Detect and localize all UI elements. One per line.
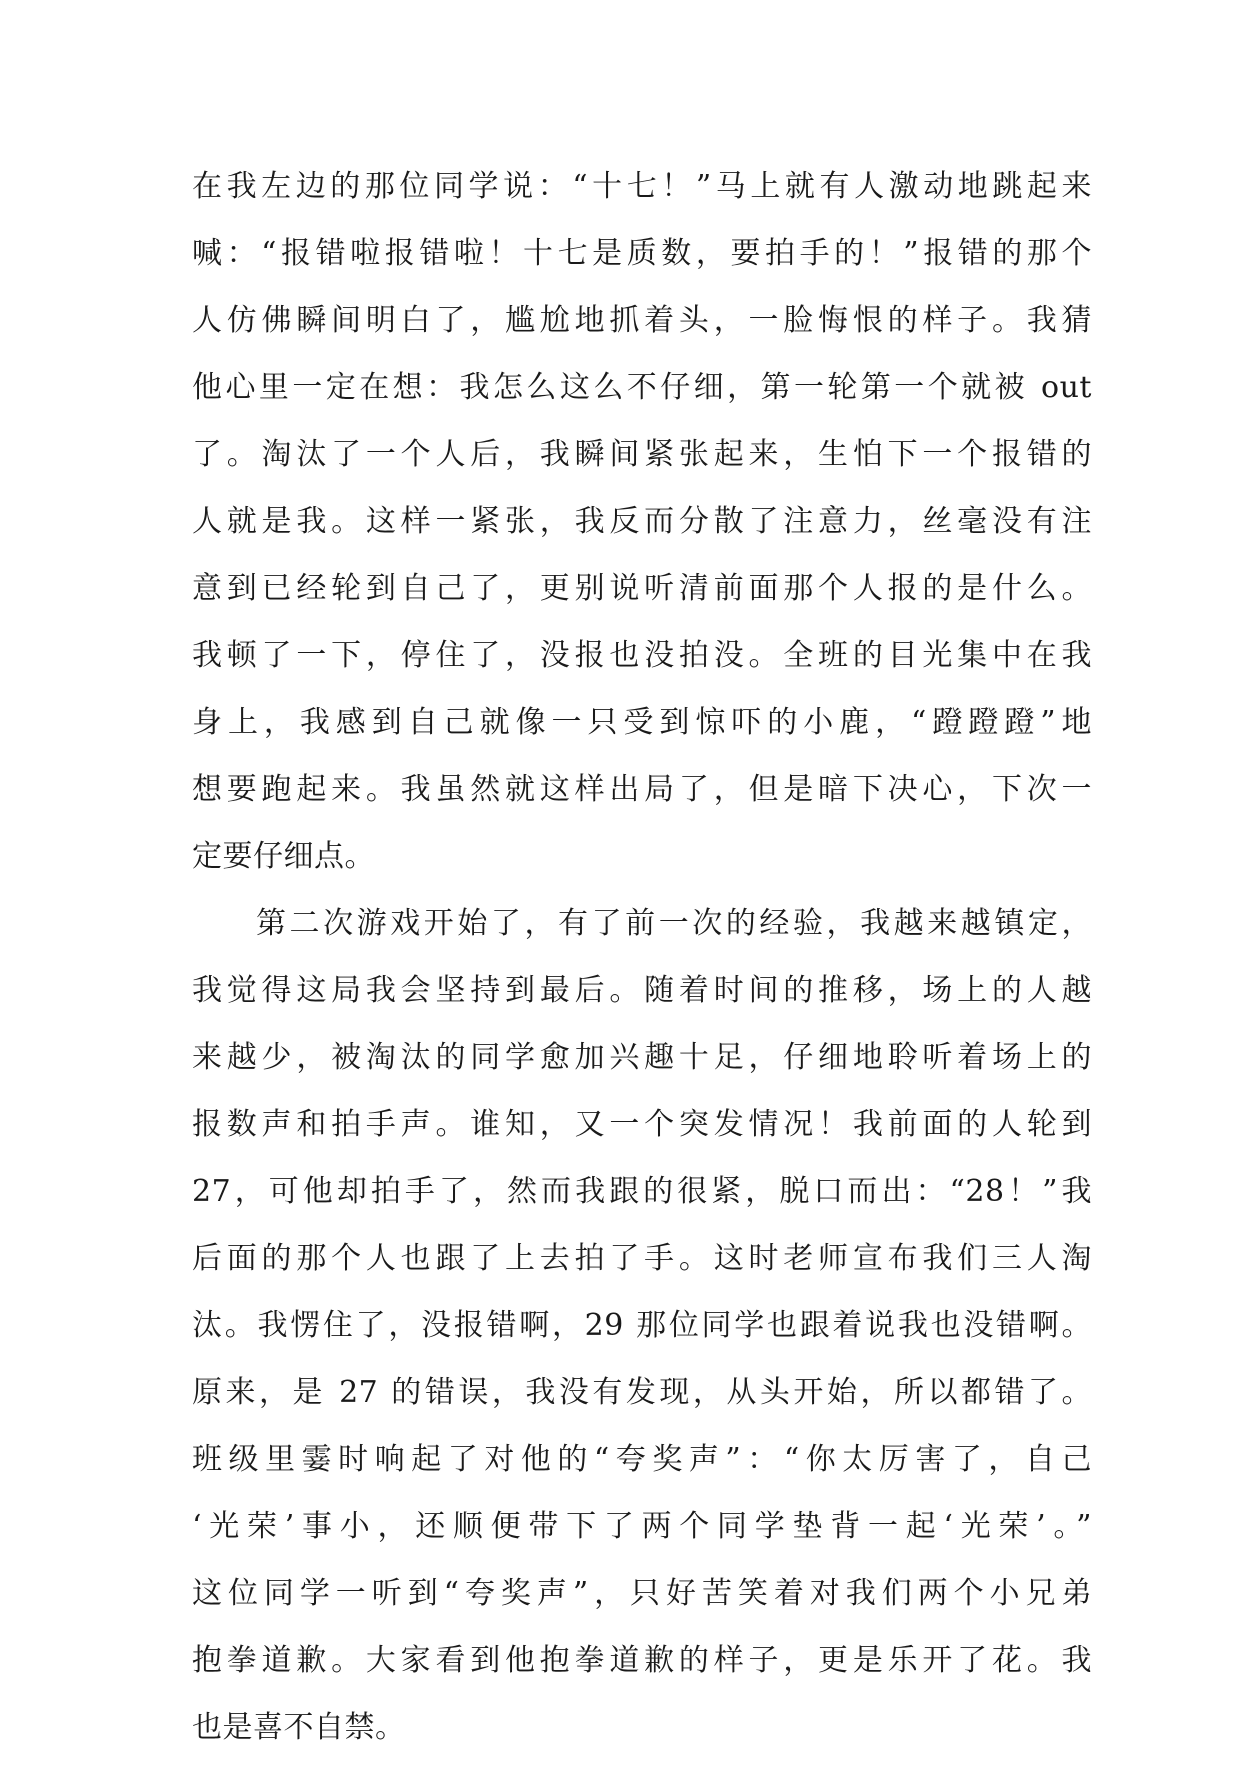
text-line: 第二次游戏开始了，有了前一次的经验，我越来越镇定， — [256, 906, 1092, 941]
text-line: 意到已经轮到自己了，更别说听清前面那个人报的是什么。 — [192, 571, 1092, 606]
body-text — [192, 164, 1092, 1772]
text-line: 他心里一定在想：我怎么这么不仔细，第一轮第一个就被 out — [192, 370, 1092, 405]
text-line: 27，可他却拍手了，然而我跟的很紧，脱口而出：“28！”我 — [192, 1174, 1092, 1209]
text-line: ‘光荣’事小，还顺便带下了两个同学垫背一起‘光荣’。” — [192, 1509, 1092, 1544]
text-line: 抱拳道歉。大家看到他抱拳道歉的样子，更是乐开了花。我 — [192, 1643, 1092, 1678]
text-line: 也是喜不自禁。 — [192, 1710, 406, 1745]
text-line: 来越少，被淘汰的同学愈加兴趣十足，仔细地聆听着场上的 — [192, 1040, 1092, 1075]
text-line: 定要仔细点。 — [192, 839, 375, 874]
text-line: 了。淘汰了一个人后，我瞬间紧张起来，生怕下一个报错的 — [192, 437, 1092, 472]
text-line: 我顿了一下，停住了，没报也没拍没。全班的目光集中在我 — [192, 638, 1092, 673]
text-line: 喊：“报错啦报错啦！十七是质数，要拍手的！”报错的那个 — [192, 236, 1092, 271]
text-line: 班级里霎时响起了对他的“夸奖声”：“你太厉害了，自己 — [192, 1442, 1092, 1477]
text-line: 身上，我感到自己就像一只受到惊吓的小鹿，“蹬蹬蹬”地 — [192, 705, 1092, 740]
text-line: 人就是我。这样一紧张，我反而分散了注意力，丝毫没有注 — [192, 504, 1092, 539]
text-line: 在我左边的那位同学说：“十七！”马上就有人激动地跳起来 — [192, 169, 1092, 204]
text-line: 人仿佛瞬间明白了，尴尬地抓着头，一脸悔恨的样子。我猜 — [192, 303, 1092, 338]
text-line: 原来，是 27 的错误，我没有发现，从头开始，所以都错了。 — [192, 1375, 1092, 1410]
text-line: 后面的那个人也跟了上去拍了手。这时老师宣布我们三人淘 — [192, 1241, 1092, 1276]
text-line: 这位同学一听到“夸奖声”，只好苦笑着对我们两个小兄弟 — [192, 1576, 1092, 1611]
text-line: 想要跑起来。我虽然就这样出局了，但是暗下决心，下次一 — [192, 772, 1092, 807]
text-line: 汰。我愣住了，没报错啊，29 那位同学也跟着说我也没错啊。 — [192, 1308, 1092, 1343]
text-line: 报数声和拍手声。谁知，又一个突发情况！我前面的人轮到 — [192, 1107, 1092, 1142]
text-line: 我觉得这局我会坚持到最后。随着时间的推移，场上的人越 — [192, 973, 1092, 1008]
